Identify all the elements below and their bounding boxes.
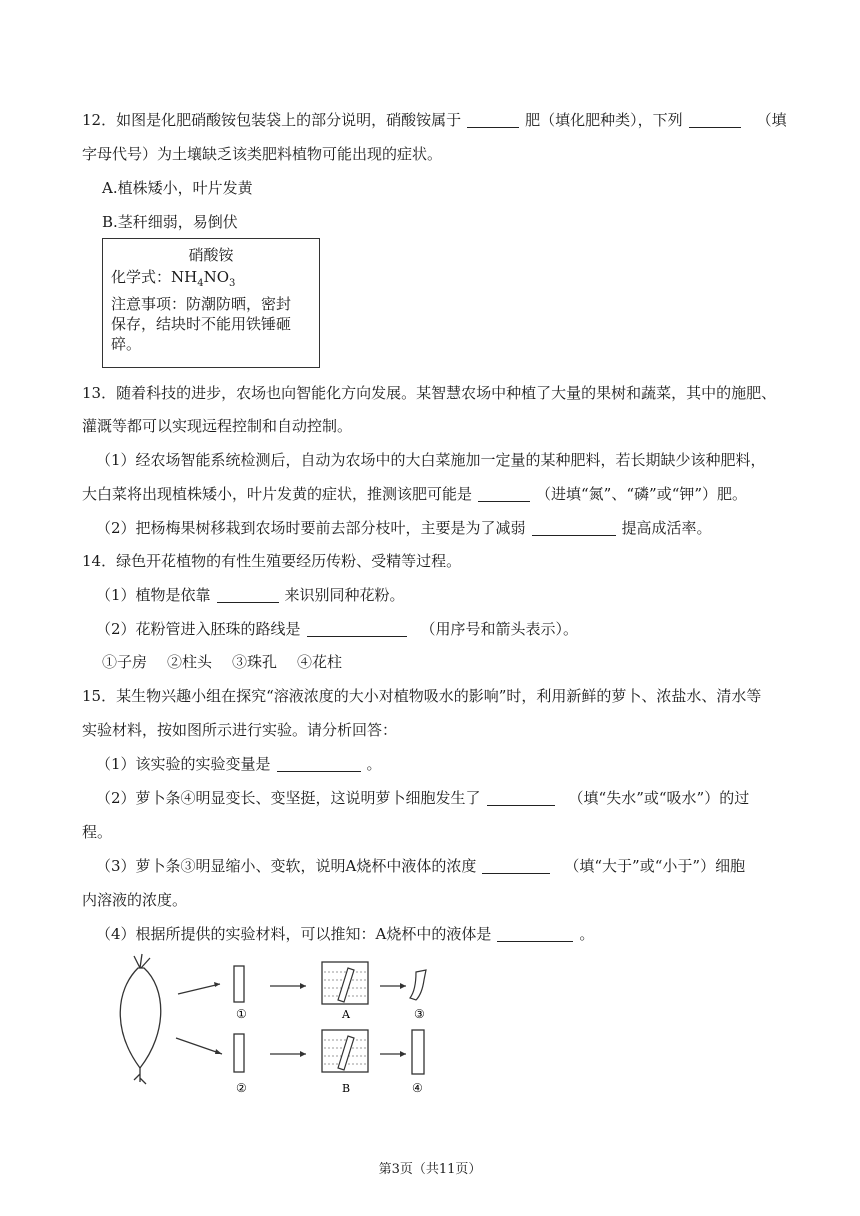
label-notes-3: 碎。 — [111, 335, 142, 353]
label-4: ④ — [412, 1081, 423, 1095]
q15-blank-4[interactable] — [497, 925, 573, 942]
label-notes-1: 注意事项：防潮防晒，密封 — [111, 295, 292, 313]
q15-p2: （2）萝卜条④明显变长、变坚挺，这说明萝卜细胞发生了 （填“失水”或“吸水”）的过 — [96, 789, 750, 807]
label-notes-2: 保存，结块时不能用铁锤砸 — [111, 315, 292, 333]
q15-p2-cont: 程。 — [82, 823, 113, 841]
q12-option-a: A.植株矮小，叶片发黄 — [102, 179, 253, 197]
label-2: ② — [236, 1081, 247, 1095]
label-a: A — [342, 1008, 350, 1021]
label-formula: 化学式：$NH_4NO_3$ — [111, 268, 236, 289]
q15-p1: （1）该实验的实验变量是 。 — [96, 755, 382, 773]
q13-p1-line2: 大白菜将出现植株矮小，叶片发黄的症状，推测该肥可能是 （进填“氮”、“磷”或“钾”）肥。 — [82, 485, 748, 503]
arrow-1 — [178, 984, 220, 994]
radish-strip-3 — [410, 970, 426, 1000]
q15-blank-3[interactable] — [482, 857, 550, 874]
label-3: ③ — [414, 1007, 425, 1021]
q13-blank-1[interactable] — [478, 485, 530, 502]
q12-blank-1[interactable] — [467, 111, 519, 128]
label-title: 硝酸铵 — [188, 246, 234, 264]
radish-strip-2 — [234, 1034, 244, 1072]
arrow-2 — [176, 1038, 222, 1054]
q15-blank-1[interactable] — [277, 755, 361, 772]
q14-option-3: ③珠孔 — [232, 653, 278, 671]
q14-p2: （2）花粉管进入胚珠的路线是 （用序号和箭头表示）。 — [96, 620, 579, 638]
beaker-a — [322, 962, 368, 1004]
q15-p4: （4）根据所提供的实验材料，可以推知：A烧杯中的液体是 。 — [96, 925, 595, 943]
q14-blank-2[interactable] — [307, 620, 407, 637]
q15-line1: 15．某生物兴趣小组在探究“溶液浓度的大小对植物吸水的影响”时，利用新鲜的萝卜、浓盐水、清水等 — [82, 687, 762, 705]
q15-p3: （3）萝卜条③明显缩小、变软，说明A烧杯中液体的浓度 （填“大于”或“小于”）细胞 — [96, 857, 746, 875]
page-footer: 第3页（共11页） — [378, 1162, 482, 1177]
q12-blank-2[interactable] — [689, 111, 741, 128]
q14-option-2: ②柱头 — [167, 653, 213, 671]
radish-drawing — [120, 954, 161, 1084]
q12-line2: 字母代号）为土壤缺乏该类肥料植物可能出现的症状。 — [82, 145, 443, 163]
q15-p3-cont: 内溶液的浓度。 — [82, 891, 188, 909]
q15-blank-2[interactable] — [487, 789, 555, 806]
beaker-b — [322, 1030, 368, 1072]
q13-blank-2[interactable] — [532, 519, 616, 536]
q14-p1: （1）植物是依靠 来识别同种花粉。 — [96, 586, 405, 604]
q12-option-b: B.茎秆细弱，易倒伏 — [102, 213, 238, 231]
q13-p2: （2）把杨梅果树移栽到农场时要前去部分枝叶，主要是为了减弱 提高成活率。 — [96, 519, 712, 537]
radish-strip-4 — [412, 1030, 424, 1074]
radish-experiment-figure — [110, 950, 440, 1100]
q13-line1: 13．随着科技的进步，农场也向智能化方向发展。某智慧农场中种植了大量的果树和蔬菜，其中的施肥、 — [82, 384, 777, 402]
radish-strip-1 — [234, 966, 244, 1002]
fertilizer-label — [102, 238, 320, 368]
q14-option-4: ④花柱 — [297, 653, 343, 671]
q15-line2: 实验材料，按如图所示进行实验。请分析回答： — [82, 721, 398, 739]
q14-option-1: ①子房 — [102, 653, 148, 671]
q13-p1-line1: （1）经农场智能系统检测后，自动为农场中的大白菜施加一定量的某种肥料，若长期缺少该种肥料， — [96, 451, 766, 469]
label-b: B — [342, 1082, 351, 1095]
label-1: ① — [236, 1007, 247, 1021]
q12-line1: 12．如图是化肥硝酸铵包装袋上的部分说明，硝酸铵属于 肥（填化肥种类），下列 （填 — [82, 111, 787, 129]
q13-line2: 灌溉等都可以实现远程控制和自动控制。 — [82, 417, 353, 435]
q14-options — [102, 652, 342, 672]
q14-blank-1[interactable] — [217, 586, 279, 603]
q14-line1: 14．绿色开花植物的有性生殖要经历传粉、受精等过程。 — [82, 552, 462, 570]
